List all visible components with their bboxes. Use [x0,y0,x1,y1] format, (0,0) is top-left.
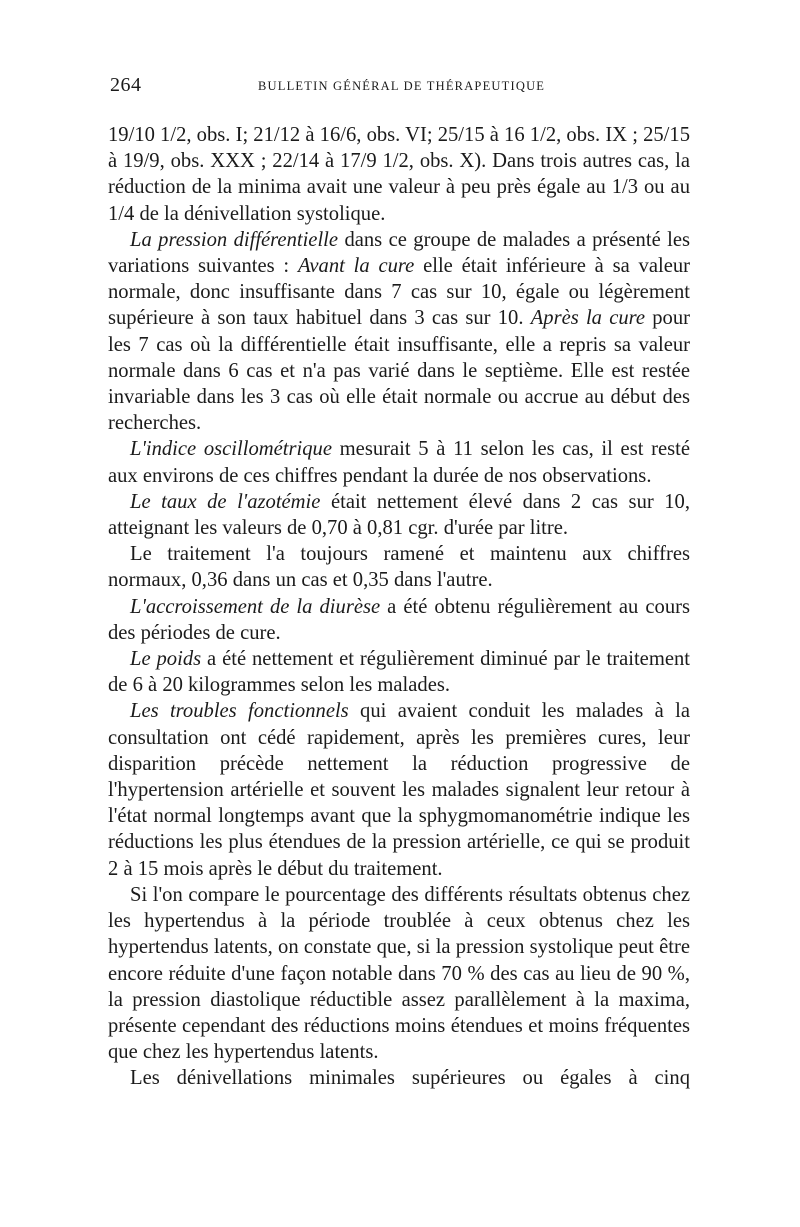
page-header [108,74,690,102]
paragraph-text: pour les 7 cas où la différentielle était insuffisante, elle a repris sa valeur normale dans 6 cas et n'a pas varié dans le septième. Elle est restée invariable dans les 3 cas où elle était normale ou accrue au début des recherches. [108,307,690,435]
paragraph-text: a été obtenu régulièrement au cours des périodes de cure. [108,595,690,644]
italic-lead: L'accroissement de la diurèse [130,595,381,618]
italic-lead: La pression différentielle [130,228,339,251]
paragraph-text: mesurait 5 à 11 selon les cas, il est resté aux environs de ces chiffres pendant la durée de nos observations. [108,438,690,487]
italic-lead: Les troubles fonctionnels [130,700,349,723]
running-title: BULLETIN GÉNÉRAL DE THÉRAPEUTIQUE [258,79,546,93]
paragraph-traitement [108,541,690,593]
paragraph-text: 19/10 1/2, obs. I; 21/12 à 16/6, obs. VI; 25/15 à 16 1/2, obs. IX ; 25/15 à 19/9, obs. XXX ; 22/14 à 17/9 1/2, obs. X). Dans trois autres cas, la réduction de la minima avait une valeur à peu près égale au 1/3 ou au 1/4 de la dénivellation systolique. [108,124,690,225]
paragraph-text: Les dénivellations minimales supérieures ou égales à cinq [130,1067,690,1090]
paragraph-azotemie [108,489,690,541]
paragraph-poids [108,646,690,698]
page-number: 264 [110,74,142,96]
paragraph-text: Le traitement l'a toujours ramené et maintenu aux chiffres normaux, 0,36 dans un cas et 0,35 dans l'autre. [108,543,690,592]
book-page [108,74,690,1092]
paragraph-troubles-fonctionnels [108,698,690,881]
paragraph-text: Si l'on compare le pourcentage des différents résultats obtenus chez les hypertendus à la période troublée à ceux obtenus chez les hypertendus latents, on constate que, si la pression systolique peut être encore réduite d'une façon notable dans 70 % des cas au lieu de 90 %, la pression diastolique réductible assez parallèlement à la maxima, présente cependant des réductions moins étendues et moins fréquentes que chez les hypertendus latents. [108,883,690,1064]
italic-lead: Après la cure [530,307,646,330]
body-text [108,122,690,1092]
paragraph-text: elle était inférieure à sa valeur normale, donc insuffisante dans 7 cas sur 10, égale ou légèrement supérieure à son taux habituel dans 3 cas sur 10. [108,255,690,330]
paragraph-diurese [108,594,690,646]
italic-lead: Avant la cure [297,255,415,278]
paragraph-text: a été nettement et régulièrement diminué par le traitement de 6 à 20 kilogrammes selon les malades. [108,648,690,697]
paragraph-text: qui avaient conduit les malades à la consultation ont cédé rapidement, après les premières cures, leur disparition précède nettement la réduction progressive de l'hypertension artérielle et souvent les malades signalent leur retour à l'état normal longtemps avant que la sphygmomanométrie indique les réductions les plus étendues de la pression artérielle, ce qui se produit 2 à 15 mois après le début du traitement. [108,700,690,880]
paragraph-text: était nettement élevé dans 2 cas sur 10, atteignant les valeurs de 0,70 à 0,81 cgr. d'urée par litre. [108,490,691,540]
paragraph-text: dans ce groupe de malades a présenté les variations suivantes : [108,228,690,278]
italic-lead: Le taux de l'azotémie [130,490,321,513]
italic-lead: L'indice oscillométrique [130,438,332,461]
paragraph-indice-oscillometrique [108,436,690,488]
paragraph-pression-differentielle [108,227,690,437]
paragraph-comparaison [108,882,690,1065]
italic-lead: Le poids [130,648,202,671]
paragraph-denivellations [108,1065,690,1091]
paragraph-continuation [108,122,690,227]
